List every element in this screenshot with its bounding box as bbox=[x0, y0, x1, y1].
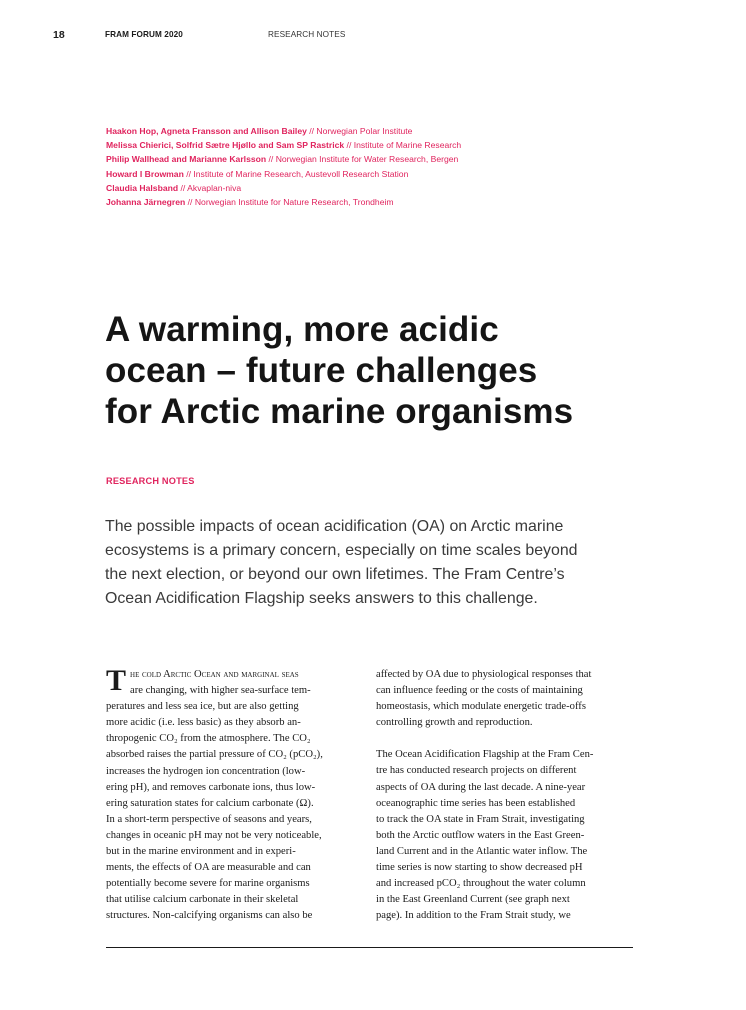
author-names: Claudia Halsband bbox=[106, 182, 179, 193]
article-lede bbox=[105, 515, 645, 611]
body-line: peratures and less sea ice, but are also getting bbox=[106, 701, 299, 713]
author-names: Philip Wallhead and Marianne Karlsson bbox=[106, 154, 267, 165]
title-line: for Arctic marine organisms bbox=[105, 392, 574, 431]
body-line: changes in oceanic pH may not be very noticeable, bbox=[106, 829, 322, 841]
smallcaps-lead: he cold Arctic Ocean and marginal seas bbox=[130, 669, 299, 680]
body-line: in the East Greenland Current (see graph next bbox=[376, 894, 570, 906]
body-line bbox=[106, 667, 364, 683]
body-line: page). In addition to the Fram Strait study, we bbox=[376, 910, 571, 922]
title-line: A warming, more acidic bbox=[105, 310, 499, 349]
author-line bbox=[106, 167, 666, 181]
footer-rule bbox=[106, 947, 633, 948]
paragraph-gap bbox=[376, 731, 634, 747]
author-names: Howard I Browman bbox=[106, 168, 184, 179]
body-line: ering pH), and removes carbonate ions, thus low- bbox=[106, 781, 316, 793]
author-line bbox=[106, 181, 666, 195]
author-affiliation: // Institute of Marine Research, Austevoll Research Station bbox=[183, 168, 409, 179]
lede-line: The possible impacts of ocean acidification (OA) on Arctic marine bbox=[105, 518, 564, 535]
author-names: Haakon Hop, Agneta Fransson and Allison Bailey bbox=[106, 126, 307, 136]
body-line: affected by OA due to physiological responses that bbox=[376, 669, 592, 680]
body-line: ering saturation states for calcium carbonate (Ω). bbox=[106, 797, 314, 809]
page-number: 18 bbox=[53, 29, 65, 41]
author-line bbox=[106, 195, 666, 209]
author-line bbox=[106, 124, 666, 138]
body-line: thropogenic CO₂ from the atmosphere. The CO₂ bbox=[106, 733, 311, 745]
body-column-left bbox=[106, 664, 364, 925]
body-line: and increased pCO₂ throughout the water column bbox=[376, 878, 586, 890]
running-header bbox=[0, 29, 746, 43]
body-line: aspects of OA during the last decade. A nine-year bbox=[376, 781, 586, 793]
body-line: to track the OA state in Fram Strait, investigating bbox=[376, 813, 585, 825]
body-line: can influence feeding or the costs of maintaining bbox=[376, 685, 583, 697]
drop-cap: T bbox=[106, 664, 127, 697]
author-names: Johanna Järnegren bbox=[106, 197, 186, 208]
lede-line: Ocean Acidification Flagship seeks answers to this challenge. bbox=[105, 590, 538, 607]
body-line: The Ocean Acidification Flagship at the Fram Cen- bbox=[376, 749, 594, 761]
author-affiliation: // Norwegian Polar Institute bbox=[306, 126, 413, 136]
body-line: In a short-term perspective of seasons and years, bbox=[106, 813, 312, 825]
body-line: controlling growth and reproduction. bbox=[376, 717, 533, 729]
lede-line: the next election, or beyond our own lifetimes. The Fram Centre’s bbox=[105, 566, 565, 583]
body-line: potentially become severe for marine organisms bbox=[106, 878, 310, 890]
author-affiliation: // Akvaplan-niva bbox=[178, 182, 242, 193]
body-line: more acidic (i.e. less basic) as they absorb an- bbox=[106, 717, 301, 729]
title-line: ocean – future challenges bbox=[105, 351, 538, 390]
author-line bbox=[106, 138, 666, 152]
lede-line: ecosystems is a primary concern, especially on time scales beyond bbox=[105, 542, 578, 559]
section-label: RESEARCH NOTES bbox=[268, 30, 346, 39]
body-line: increases the hydrogen ion concentration (low- bbox=[106, 765, 306, 777]
body-line: land Current and in the Atlantic water inflow. The bbox=[376, 845, 588, 857]
body-line: absorbed raises the partial pressure of CO₂ (pCO₂), bbox=[106, 749, 323, 761]
body-line: that utilise calcium carbonate in their skeletal bbox=[106, 894, 299, 906]
body-line: time series is now starting to show decreased pH bbox=[376, 862, 583, 874]
author-names: Melissa Chierici, Solfrid Sætre Hjøllo and Sam SP Rastrick bbox=[106, 140, 345, 151]
body-line: homeostasis, which modulate energetic trade-offs bbox=[376, 701, 586, 713]
author-affiliation: // Norwegian Institute for Water Research, Bergen bbox=[266, 154, 459, 165]
body-line: tre has conducted research projects on different bbox=[376, 765, 577, 777]
body-line: ments, the effects of OA are measurable and can bbox=[106, 862, 311, 874]
body-line: both the Arctic outflow waters in the East Green- bbox=[376, 829, 585, 841]
article-kicker: RESEARCH NOTES bbox=[106, 476, 195, 486]
author-list bbox=[106, 124, 666, 209]
author-line bbox=[106, 152, 666, 166]
publication-title: FRAM FORUM 2020 bbox=[105, 30, 183, 39]
author-affiliation: // Norwegian Institute for Nature Research, Trondheim bbox=[185, 197, 394, 208]
author-affiliation: // Institute of Marine Research bbox=[344, 140, 462, 151]
body-line: oceanographic time series has been established bbox=[376, 797, 576, 809]
body-line: are changing, with higher sea-surface tem- bbox=[130, 685, 311, 697]
body-line: but in the marine environment and in experi- bbox=[106, 846, 296, 858]
body-column-right bbox=[376, 667, 634, 924]
body-line: structures. Non-calcifying organisms can also be bbox=[106, 910, 313, 922]
article-title bbox=[105, 309, 705, 432]
